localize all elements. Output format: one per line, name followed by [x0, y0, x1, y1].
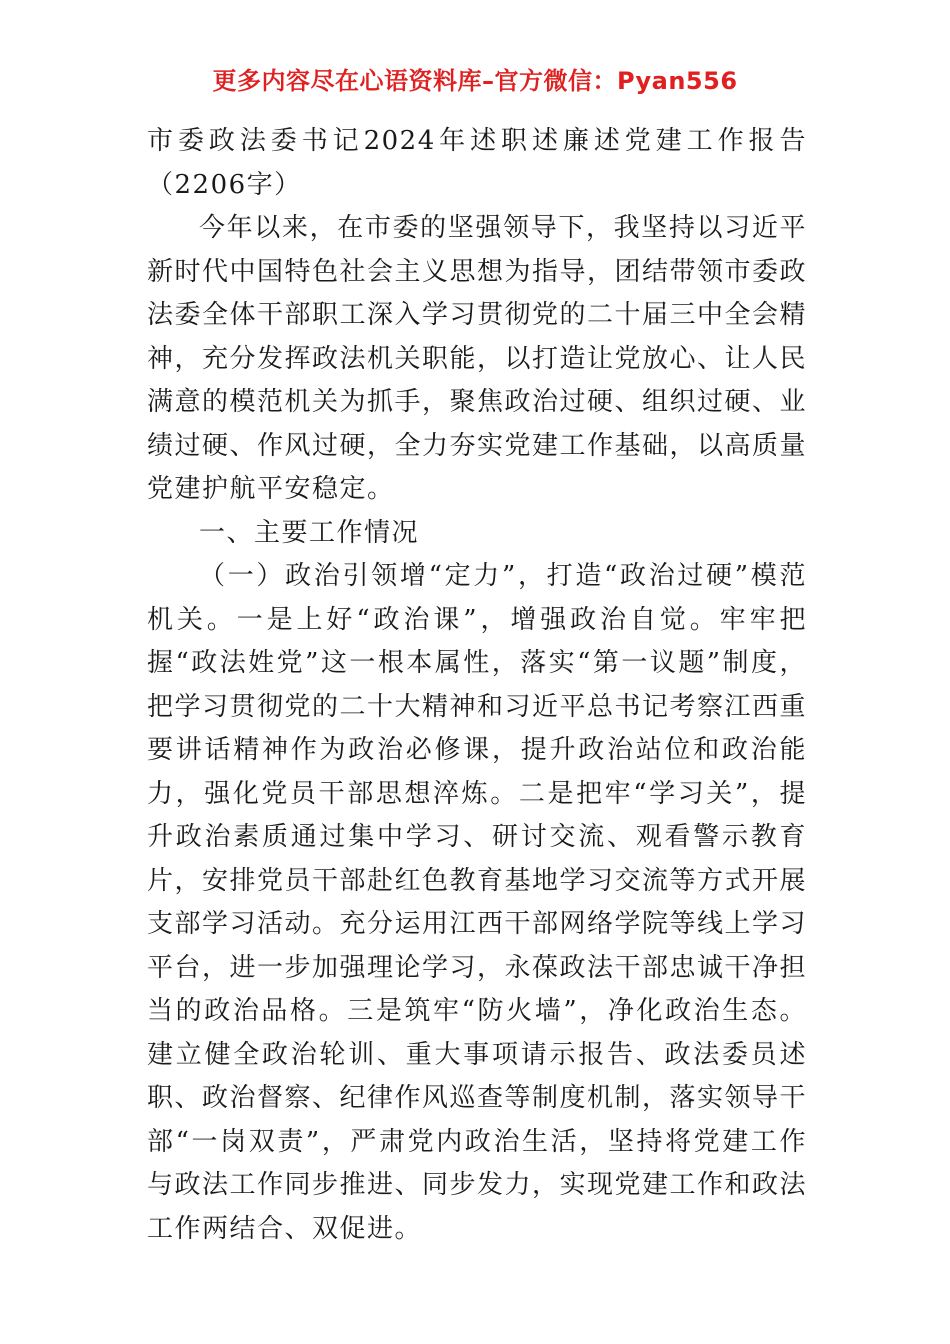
document-body: [147, 120, 807, 1251]
document-title: 市委政法委书记2024年述职述廉述党建工作报告（2206字）: [147, 126, 807, 200]
promo-banner: 更多内容尽在心语资料库–官方微信：Pyan556: [212, 67, 738, 95]
body-paragraph: （一）政治引领增“定力”，打造“政治过硬”模范机关。一是上好“政治课”，增强政治自觉。牢牢把握“政法姓党”这一根本属性，落实“第一议题”制度，把学习贯彻党的二十大精神和习近平总书记考察江西重要讲话精神作为政治必修课，提升政治站位和政治能力，强化党员干部思想淬炼。二是把牢“学习关”，提升政治素质通过集中学习、研讨交流、观看警示教育片，安排党员干部赴红色教育基地学习交流等方式开展支部学习活动。充分运用江西干部网络学院等线上学习平台，进一步加强理论学习，永葆政法干部忠诚干净担当的政治品格。三是筑牢“防火墙”，净化政治生态。建立健全政治轮训、重大事项请示报告、政法委员述职、政治督察、纪律作风巡查等制度机制，落实领导干部“一岗双责”，严肃党内政治生活，坚持将党建工作与政法工作同步推进、同步发力，实现党建工作和政法工作两结合、双促进。: [147, 561, 808, 1244]
intro-paragraph: 今年以来，在市委的坚强领导下，我坚持以习近平新时代中国特色社会主义思想为指导，团结带领市委政法委全体干部职工深入学习贯彻党的二十届三中全会精神，充分发挥政法机关职能，以打造让党放心、让人民满意的模范机关为抓手，聚焦政治过硬、组织过硬、业绩过硬、作风过硬，全力夯实党建工作基础，以高质量党建护航平安稳定。: [147, 213, 808, 504]
section-heading: 一、主要工作情况: [199, 517, 420, 548]
